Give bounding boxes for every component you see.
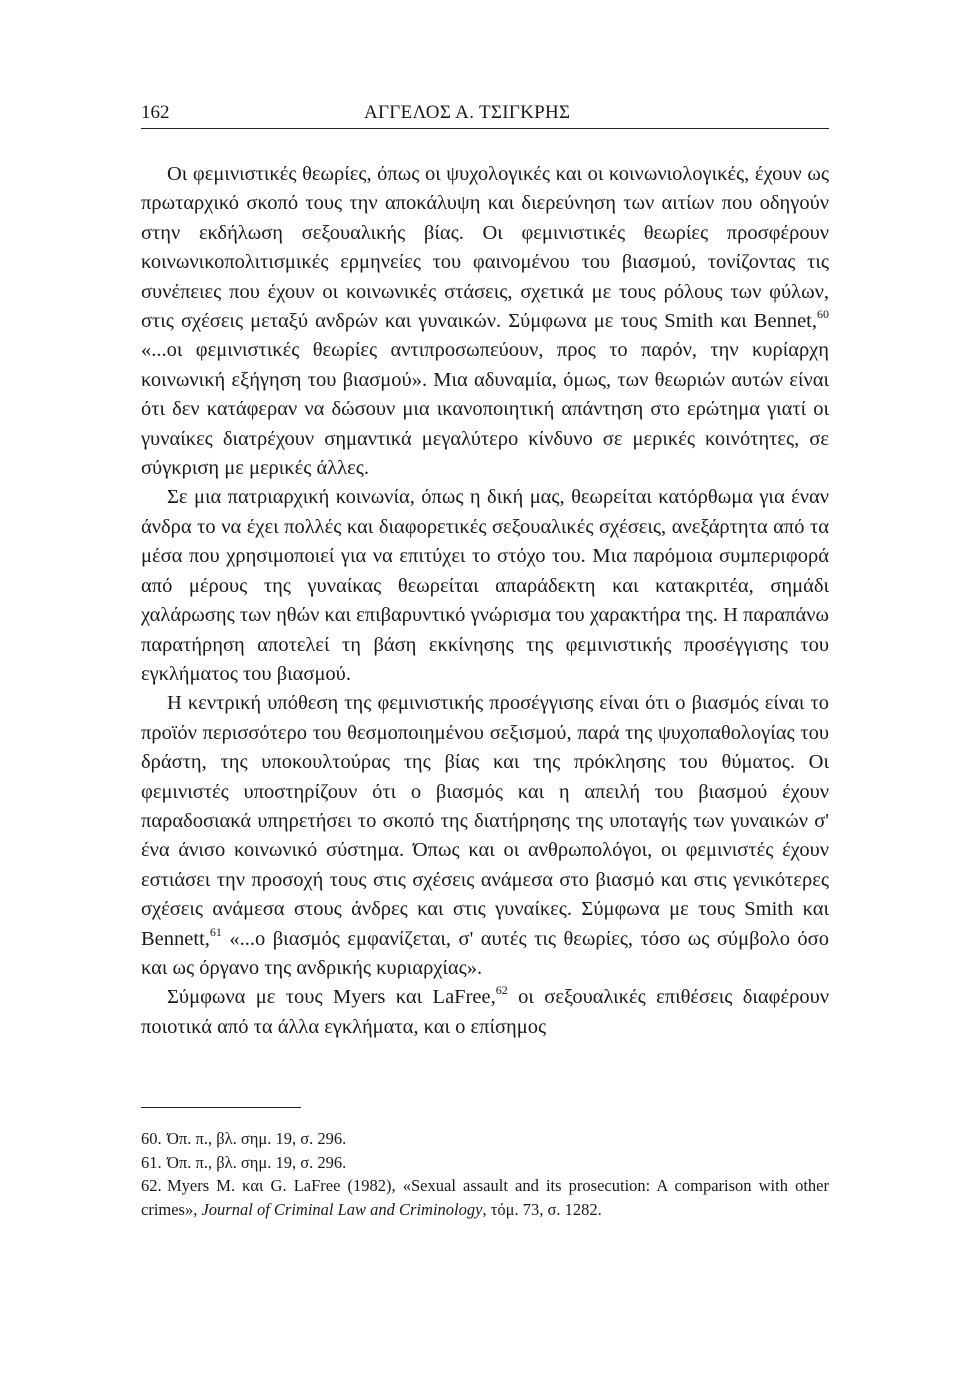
footnote-60: 60. Όπ. π., βλ. σημ. 19, σ. 296. [141, 1129, 347, 1148]
paragraph-1: Οι φεμινιστικές θεωρίες, όπως οι ψυχολογικές και οι κοινωνιολογικές, έχουν ως πρωταρχικό σκοπό τους την αποκάλυψη και διερεύνηση των αιτίων που οδηγούν στην εκδήλωση σεξουαλικής βίας. Οι φεμινιστικές θεωρίες προσφέρουν κοινωνικοπολιτισμικές ερμηνείες του φαινομένου του βιασμού, τονίζοντας τις συνέπειες που έχουν οι κοινωνικές στάσεις, σχετικά με τους ρόλους των φύλων, στις σχέσεις μεταξύ ανδρών και γυναικών. Σύμφωνα με τους Smith και Bennet,$^{60}$ «...οι φεμινιστικές θεωρίες αντιπροσωπεύουν, προς το παρόν, την κυρίαρχη κοινωνική εξήγηση του βιασμού». Μια αδυναμία, όμως, των θεωριών αυτών είναι ότι δεν κατάφεραν να δώσουν μια ικανοποιητική απάντηση στο ερώτημα γιατί οι γυναίκες διατρέχουν σημαντικά μεγαλύτερο κίνδυνο σε μερικές κοινότητες, σε σύγκριση με μερικές άλλες. [141, 163, 829, 480]
journal-title: Journal of Criminal Law and Criminology [201, 1199, 483, 1219]
footnote-61: 61. Όπ. π., βλ. σημ. 19, σ. 296. [141, 1152, 347, 1172]
footnote-separator [141, 1107, 301, 1108]
body-text [141, 160, 829, 1042]
footnote-62: 62. Myers M. και G. LaFree (1982), «Sexual assault and its prosecution: A comparison with other crimes», Journal of Criminal Law and Criminology, τόμ. 73, σ. 1282. [141, 1176, 829, 1219]
footnote-ref-61[interactable]: 61 [209, 924, 222, 939]
running-head-author: ΑΓΓΕΛΟΣ Α. ΤΣΙΓΚΡΗΣ [364, 102, 571, 123]
paragraph-2: Σε μια πατριαρχική κοινωνία, όπως η δική μας, θεωρείται κατόρθωμα για έναν άνδρα το να έχει πολλές και διαφορετικές σεξουαλικές σχέσεις, ανεξάρτητα από τα μέσα που χρησιμοποιεί για να επιτύχει το στόχο του. Μια παρόμοια συμπεριφορά από μέρους της γυναίκας θεωρείται απαράδεκτη και κατακριτέα, σημάδι χαλάρωσης των ηθών και επιβαρυντικό γνώρισμα του χαρακτήρα της. Η παραπάνω παρατήρηση αποτελεί τη βάση εκκίνησης της φεμινιστικής προσέγγισης του εγκλήματος του βιασμού. [141, 486, 829, 685]
footnote-ref-60[interactable]: 60 [817, 307, 829, 322]
paragraph-4: Σύμφωνα με τους Myers και LaFree,$^{62}$ οι σεξουαλικές επιθέσεις διαφέρουν ποιοτικά από τα άλλα εγκλήματα, και ο επίσημος [141, 983, 829, 1038]
paragraph-3: Η κεντρική υπόθεση της φεμινιστικής προσέγγισης είναι ότι ο βιασμός είναι το προϊόν περισσότερο του θεσμοποιημένου σεξισμού, παρά της ψυχοπαθολογίας του δράστη, της υποκουλτούρας της βίας και της πρόκλησης του θύματος. Οι φεμινιστές υποστηρίζουν ότι ο βιασμός και η απειλή του βιασμού έχουν παραδοσιακά υπηρετήσει το σκοπό της διατήρησης της υποταγής των γυναικών σ' ένα άνισο κοινωνικό σύστημα. Όπως και οι ανθρωπολόγοι, οι φεμινιστές έχουν εστιάσει την προσοχή τους στις σχέσεις ανάμεσα στο βιασμό και στις γενικότερες σχέσεις ανάμεσα στους άνδρες και στις γυναίκες. Σύμφωνα με τους Smith και Bennett,$^{61}$ «...ο βιασμός εμφανίζεται, σ' αυτές τις θεωρίες, τόσο ως σύμβολο όσο και ως όργανο της ανδρικής κυριαρχίας». [141, 692, 829, 979]
page-number: 162 [141, 102, 170, 123]
running-header [141, 100, 829, 129]
footnotes [141, 1127, 829, 1221]
footnote-ref-62[interactable]: 62 [495, 983, 508, 998]
